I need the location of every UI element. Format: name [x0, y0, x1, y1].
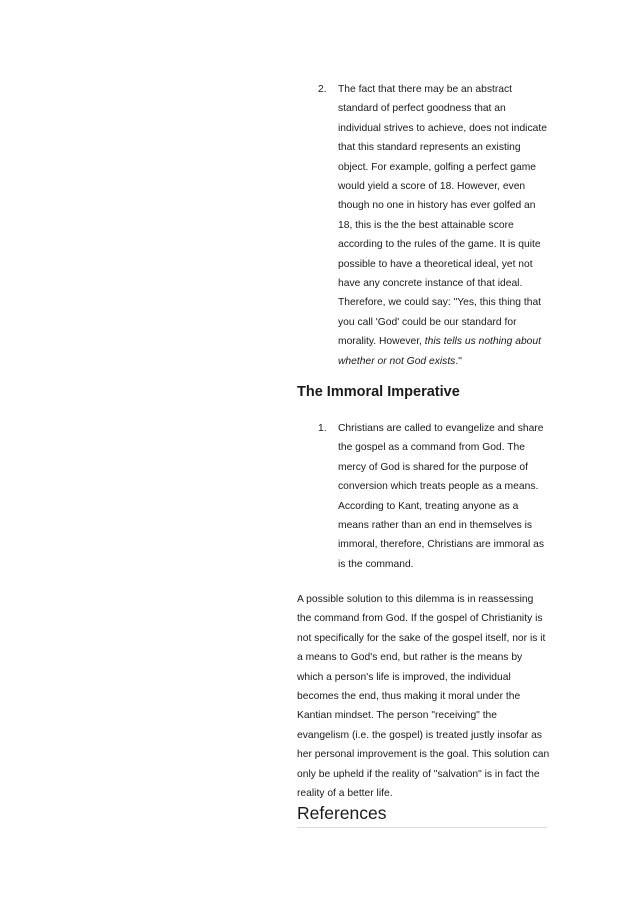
list-item-line: The fact that there may be an abstract — [338, 84, 512, 95]
list-item-line: conversion which treats people as a means. — [338, 481, 539, 493]
list-item-line: standard of perfect goodness that an — [338, 103, 506, 115]
list-item-line: mercy of God is shared for the purpose of — [338, 461, 529, 473]
list-item-line: immoral, therefore, Christians are immoral as — [338, 539, 544, 551]
list-item-line: individual strives to achieve, does not indicate — [338, 122, 547, 134]
paragraph-line: A possible solution to this dilemma is in reassessing — [297, 594, 534, 605]
paragraph-line: Kantian mindset. The person "receiving" the — [297, 710, 498, 722]
list-item — [297, 80, 598, 371]
list-item-line: Therefore, we could say: "Yes, this thing that — [338, 297, 542, 309]
list-item-line: you call 'God' could be our standard for — [338, 316, 517, 328]
list-item-line: that this standard represents an existing — [338, 142, 521, 154]
list-item-line: object. For example, golfing a perfect game — [338, 161, 537, 173]
references-heading: References — [297, 801, 547, 828]
paragraph-line: not specifically for the sake of the gospel itself, nor is it — [297, 632, 546, 644]
paragraph-line: only be upheld if the reality of "salvation" is in fact the — [297, 768, 540, 780]
emphasized-text: whether or not God exists — [338, 355, 456, 367]
list-item-line: would yield a score of 18. However, even — [338, 181, 526, 193]
emphasized-text: this tells us nothing about — [424, 336, 541, 348]
list-item-line: possible to have a theoretical ideal, yet not — [338, 258, 533, 270]
list-item-line: have any concrete instance of that ideal. — [338, 278, 523, 290]
plain-text: ." — [455, 355, 462, 367]
paragraph-line: which a person's life is improved, the individual — [297, 671, 511, 683]
list-item-line: according to the rules of the game. It is quite — [338, 239, 541, 251]
paragraph-line: reality of a better life. — [297, 788, 393, 800]
list-item-line: though no one in history has ever golfed an — [338, 200, 536, 212]
list-item-line — [338, 332, 598, 351]
section-heading: The Immoral Imperative — [297, 384, 460, 400]
list-item-line: According to Kant, treating anyone as a — [338, 500, 519, 512]
paragraph-line: her personal improvement is the goal. This solution can — [297, 749, 550, 761]
paragraph-line: the command from God. If the gospel of Christianity is — [297, 613, 543, 625]
list-item-line: means rather than an end in themselves is — [338, 520, 533, 532]
list-item-line: 18, this is the the best attainable score — [338, 219, 514, 231]
paragraph-line: becomes the end, thus making it moral under the — [297, 691, 521, 703]
paragraph-line: a means to God's end, but rather is the means by — [297, 652, 523, 664]
list-item — [297, 419, 598, 574]
list-item-line — [338, 352, 598, 371]
plain-text: morality. However, — [338, 336, 425, 348]
list-item-line: Christians are called to evangelize and share — [338, 423, 544, 434]
list-item-number: 2. — [318, 84, 327, 95]
list-item-line: the gospel as a command from God. The — [338, 442, 525, 454]
list-item-line: is the command. — [338, 558, 414, 570]
body-paragraph — [297, 590, 567, 803]
paragraph-line: evangelism (i.e. the gospel) is treated justly insofar as — [297, 729, 542, 741]
list-item-number: 1. — [318, 423, 327, 434]
